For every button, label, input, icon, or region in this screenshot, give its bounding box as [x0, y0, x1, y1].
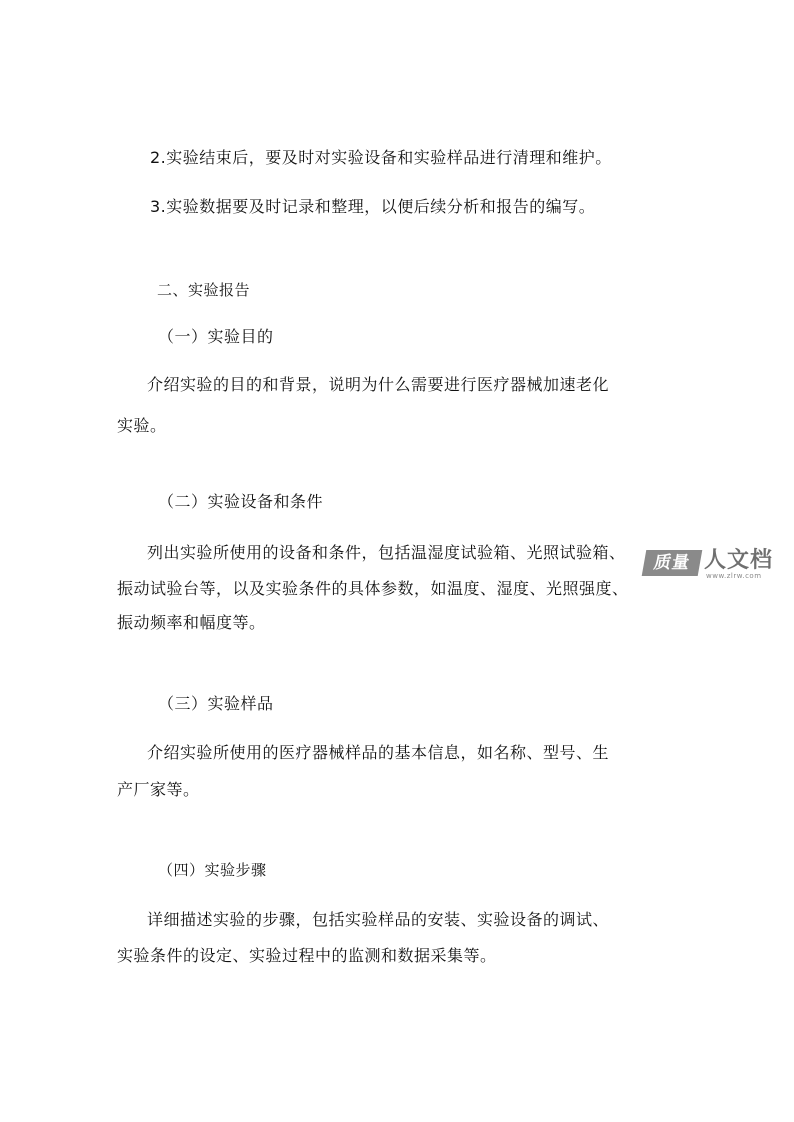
subheading-samples: （三）实验样品 [158, 694, 274, 713]
paragraph-samples-line2: 产厂家等。 [117, 780, 200, 799]
paragraph-purpose-line1: 介绍实验的目的和背景，说明为什么需要进行医疗器械加速老化 [147, 375, 610, 394]
watermark-logo [644, 548, 784, 582]
paragraph-equipment-line1: 列出实验所使用的设备和条件，包括温湿度试验箱、光照试验箱、 [147, 543, 626, 562]
paragraph-steps-line1: 详细描述实验的步骤，包括实验样品的安装、实验设备的调试、 [147, 910, 610, 929]
watermark-box: 质量 [642, 550, 703, 576]
subheading-equipment: （二）实验设备和条件 [158, 492, 324, 511]
paragraph-samples-line1: 介绍实验所使用的医疗器械样品的基本信息，如名称、型号、生 [147, 743, 610, 762]
note-3: 3.实验数据要及时记录和整理，以便后续分析和报告的编写。 [150, 197, 596, 216]
paragraph-steps-line2: 实验条件的设定、实验过程中的监测和数据采集等。 [117, 946, 497, 965]
watermark-text: 人文档 [704, 548, 774, 573]
paragraph-equipment-line3: 振动频率和幅度等。 [117, 613, 266, 632]
subheading-purpose: （一）实验目的 [158, 327, 274, 346]
section-heading-report: 二、实验报告 [157, 281, 251, 299]
subheading-steps: （四）实验步骤 [158, 861, 267, 879]
paragraph-purpose-line2: 实验。 [117, 416, 167, 435]
watermark-url: www.zlrw.com [706, 572, 762, 580]
note-2: 2.实验结束后，要及时对实验设备和实验样品进行清理和维护。 [150, 148, 612, 167]
paragraph-equipment-line2: 振动试验台等，以及实验条件的具体参数，如温度、湿度、光照强度、 [117, 579, 629, 598]
